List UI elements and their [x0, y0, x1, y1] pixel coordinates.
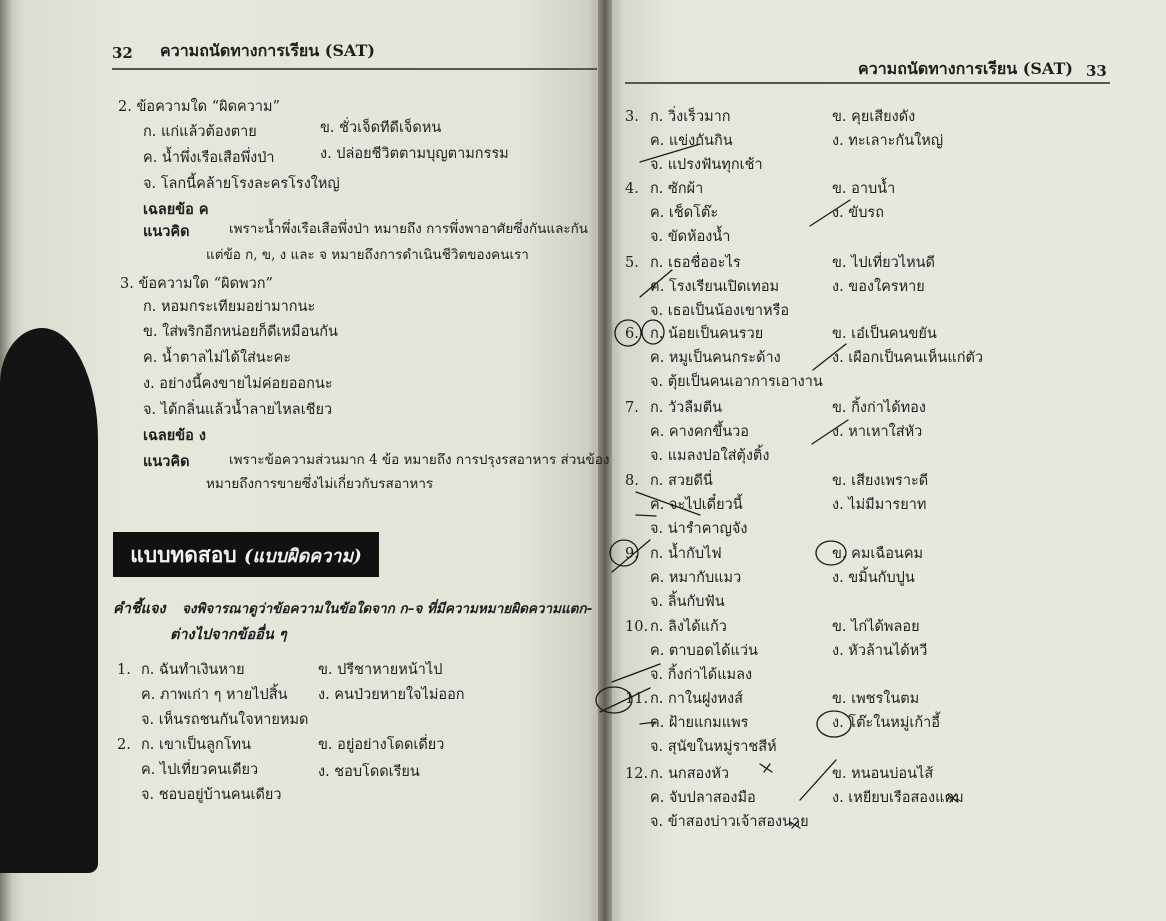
question-option-c: ค. แข่งกันกิน	[650, 133, 733, 149]
ex1-option-b: ข. ปรีชาหายหน้าไป	[318, 662, 443, 678]
question-number: 4.	[625, 181, 639, 197]
question-option-d: ง. ขับรถ	[832, 205, 884, 221]
question-option-b: ข. ไปเที่ยวไหนดี	[832, 255, 935, 271]
question-option-b: ข. เอ๋เป็นคนขยัน	[832, 326, 937, 342]
q2-option-e: จ. โลกนี้คล้ายโรงละครโรงใหญ่	[143, 176, 340, 192]
finger-shadow	[0, 328, 98, 873]
q3-option-b: ข. ใส่พริกอีกหน่อยก็ดีเหมือนกัน	[143, 324, 338, 340]
ex2-option-a: ก. เขาเป็นลูกโทน	[141, 737, 252, 753]
ex2-option-d: ง. ชอบโดดเรียน	[318, 764, 420, 780]
page-number-left: 32	[112, 44, 133, 62]
question-option-c: ค. ฝ้ายแกมแพร	[650, 715, 749, 731]
instruction-line2: ต่างไปจากข้ออื่น ๆ	[170, 626, 287, 643]
question-option-a: ก. เธอชื่ออะไร	[650, 255, 741, 271]
q3-stem: 3. ข้อความใด “ผิดพวก”	[120, 276, 273, 292]
q2-reason-line2: แต่ข้อ ก, ข, ง และ จ หมายถึงการดำเนินชีวิตของคนเรา	[206, 247, 529, 263]
ex1-option-e: จ. เห็นรถชนกันใจหายหมด	[141, 712, 309, 728]
question-number: 11.	[625, 691, 649, 707]
question-option-e: จ. สุนัขในหมู่ราชสีห์	[650, 739, 777, 755]
q3-option-e: จ. ได้กลิ่นแล้วน้ำลายไหลเชียว	[143, 402, 333, 418]
question-option-a: ก. น้ำกับไฟ	[650, 546, 722, 562]
question-option-c: ค. โรงเรียนเปิดเทอม	[650, 279, 780, 295]
question-option-c: ค. เช็ดโต๊ะ	[650, 205, 719, 221]
question-option-e: จ. เธอเป็นน้องเขาหรือ	[650, 303, 790, 319]
q2-reason-label: แนวคิด	[143, 223, 190, 240]
question-option-b: ข. หนอนบ่อนไส้	[832, 766, 934, 782]
question-option-a: ก. วิ่งเร็วมาก	[650, 109, 731, 125]
question-option-d: ง. หาเหาใส่หัว	[832, 424, 923, 440]
q3-reason-line2: หมายถึงการขายซึ่งไม่เกี่ยวกับรสอาหาร	[206, 476, 434, 492]
header-rule-right	[625, 82, 1110, 84]
question-option-e: จ. แมลงปอใส่ตุ้งติ้ง	[650, 448, 770, 464]
question-option-a: ก. นกสองหัว	[650, 766, 730, 782]
question-option-a: ก. ลิงได้แก้ว	[650, 619, 727, 635]
ex1-option-a: ก. ฉันทำเงินหาย	[141, 662, 245, 678]
ex2-option-c: ค. ไปเที่ยวคนเดียว	[141, 762, 259, 778]
question-option-e: จ. กิ้งก่าได้แมลง	[650, 667, 753, 683]
q3-reason-line1: เพราะข้อความส่วนมาก 4 ข้อ หมายถึง การปรุงรสอาหาร ส่วนข้อง	[229, 452, 610, 468]
question-option-b: ข. เสียงเพราะดี	[832, 473, 929, 489]
question-option-b: ข. อาบน้ำ	[832, 181, 896, 197]
question-option-e: จ. ข้าสองบ่าวเจ้าสองนาย	[650, 814, 809, 830]
question-option-d: ง. โต๊ะในหมู่เก้าอี้	[832, 715, 940, 731]
q2-option-d: ง. ปล่อยชีวิตตามบุญตามกรรม	[320, 146, 509, 162]
banner-label: แบบทดสอบ	[130, 542, 237, 567]
question-option-d: ง. เผือกเป็นคนเห็นแก่ตัว	[832, 350, 984, 366]
ex2-number: 2.	[117, 737, 131, 753]
header-rule-left	[112, 68, 597, 70]
question-option-c: ค. จะไปเดี๋ยวนี้	[650, 497, 743, 513]
question-option-a: ก. ซักผ้า	[650, 181, 704, 197]
question-number: 8.	[625, 473, 639, 489]
question-number: 3.	[625, 109, 639, 125]
q3-reason-label: แนวคิด	[143, 453, 190, 470]
q2-option-a: ก. แก่แล้วต้องตาย	[143, 124, 257, 140]
question-number: 7.	[625, 400, 639, 416]
q3-option-d: ง. อย่างนี้คงขายไม่ค่อยออกนะ	[143, 376, 333, 392]
question-option-b: ข. กิ้งก่าได้ทอง	[832, 400, 926, 416]
question-option-a: ก. วัวลืมตีน	[650, 400, 723, 416]
page-number-right: 33	[1086, 62, 1107, 80]
ex1-option-c: ค. ภาพเก่า ๆ หายไปสิ้น	[141, 687, 288, 703]
question-option-c: ค. หมูเป็นคนกระด้าง	[650, 350, 781, 366]
header-title-left: ความถนัดทางการเรียน (SAT)	[160, 41, 375, 60]
banner-sub: (แบบผิดความ)	[243, 546, 362, 567]
ex1-option-d: ง. คนป่วยหายใจไม่ออก	[318, 687, 465, 703]
question-option-e: จ. น่ารำคาญจัง	[650, 521, 748, 537]
question-option-d: ง. เหยียบเรือสองแคม	[832, 790, 964, 806]
question-option-d: ง. หัวล้านได้หวี	[832, 643, 928, 659]
question-option-d: ง. ขมิ้นกับปูน	[832, 570, 915, 586]
question-number: 10.	[625, 619, 649, 635]
question-option-d: ง. ทะเลาะกันใหญ่	[832, 133, 944, 149]
question-option-c: ค. ตาบอดได้แว่น	[650, 643, 758, 659]
question-number: 9.	[625, 546, 639, 562]
question-option-d: ง. ของใครหาย	[832, 279, 925, 295]
header-title-right: ความถนัดทางการเรียน (SAT)	[858, 59, 1073, 78]
q2-option-b: ข. ชั่วเจ็ดทีดีเจ็ดหน	[320, 120, 442, 136]
question-option-b: ข. คุยเสียงดัง	[832, 109, 916, 125]
question-option-a: ก. สวยดีนี่	[650, 473, 713, 489]
question-number: 12.	[625, 766, 649, 782]
question-option-b: ข. คมเฉือนคม	[832, 546, 924, 562]
question-number: 5.	[625, 255, 639, 271]
question-option-d: ง. ไม่มีมารยาท	[832, 497, 927, 513]
test-banner	[113, 532, 379, 577]
question-option-c: ค. หมากับแมว	[650, 570, 742, 586]
q3-option-a: ก. หอมกระเทียมอย่ามากนะ	[143, 299, 316, 315]
question-option-b: ข. ไก่ได้พลอย	[832, 619, 920, 635]
question-option-e: จ. ตุ้ยเป็นคนเอาการเอางาน	[650, 374, 823, 390]
instruction-line1: จงพิจารณาดูว่าข้อความในข้อใดจาก ก–จ ที่มีความหมายผิดความแตก-	[182, 601, 593, 617]
q2-stem: 2. ข้อความใด “ผิดความ”	[118, 99, 280, 115]
question-option-a: ก. น้อยเป็นคนรวย	[650, 326, 764, 342]
ex2-option-b: ข. อยู่อย่างโดดเดี่ยว	[318, 737, 445, 753]
ex2-option-e: จ. ชอบอยู่บ้านคนเดียว	[141, 787, 282, 803]
q2-option-c: ค. น้ำพึ่งเรือเสือพึ่งป่า	[143, 150, 275, 166]
q2-reason-line1: เพราะน้ำพึ่งเรือเสือพึ่งป่า หมายถึง การพึ่งพาอาศัยซึ่งกันและกัน	[229, 221, 589, 237]
question-option-c: ค. จับปลาสองมือ	[650, 790, 756, 806]
q3-option-c: ค. น้ำตาลไม่ได้ใส่นะคะ	[143, 350, 292, 366]
ex1-number: 1.	[117, 662, 131, 678]
question-option-e: จ. ขัดห้องน้ำ	[650, 229, 731, 245]
question-option-e: จ. ลิ้นกับฟัน	[650, 594, 725, 610]
q2-answer: เฉลยข้อ ค	[143, 201, 209, 218]
question-option-a: ก. กาในฝูงหงส์	[650, 691, 743, 707]
question-number: 6.	[625, 326, 639, 342]
question-option-b: ข. เพชรในตม	[832, 691, 920, 707]
instruction-label: คำชี้แจง	[113, 600, 166, 617]
question-option-e: จ. แปรงฟันทุกเช้า	[650, 157, 763, 173]
question-option-c: ค. คางคกขึ้นวอ	[650, 424, 749, 440]
q3-answer: เฉลยข้อ ง	[143, 427, 206, 444]
